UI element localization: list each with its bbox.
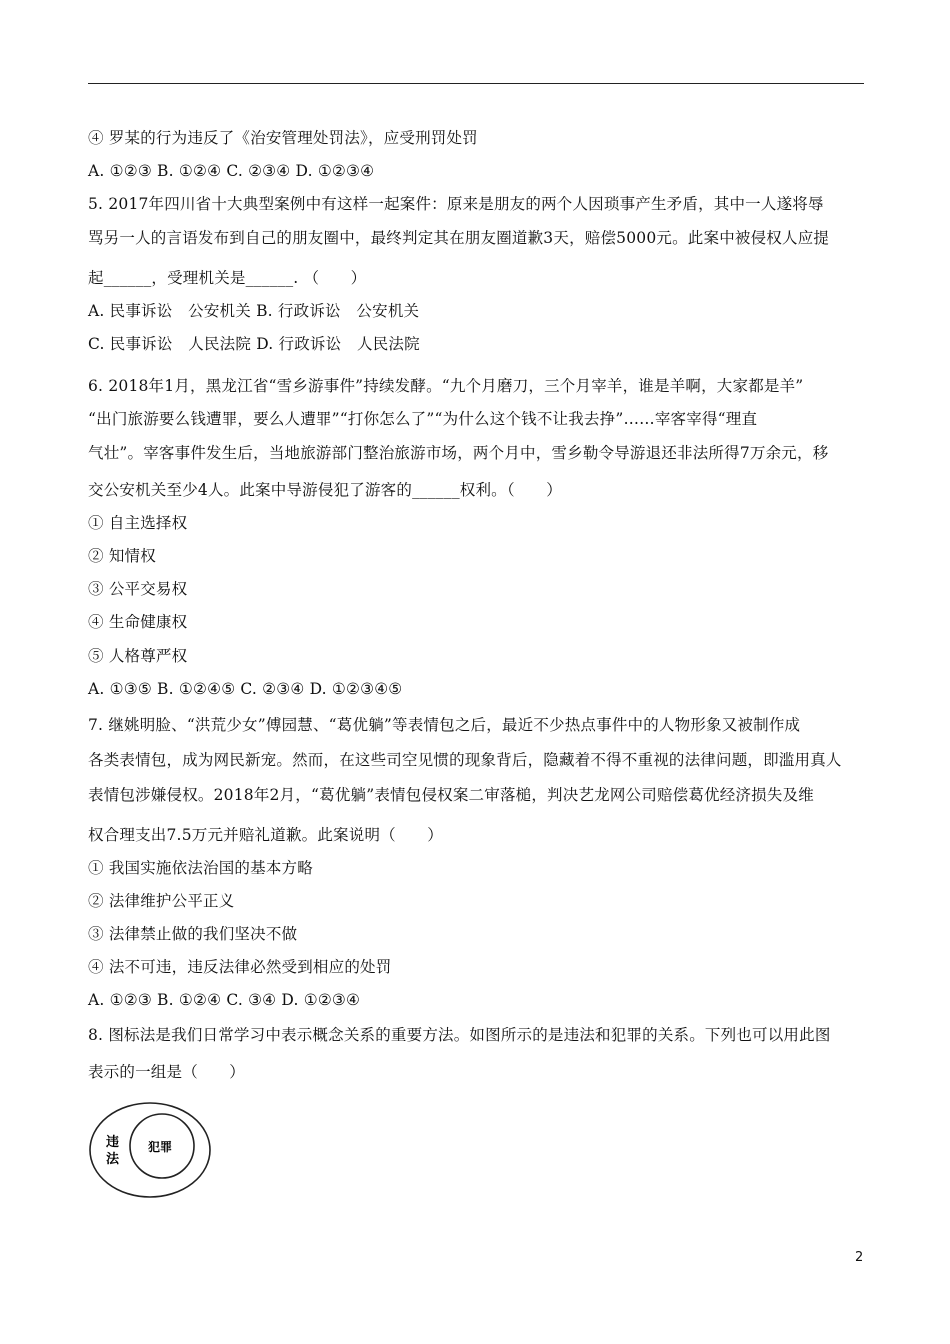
option-line: ④ 罗某的行为违反了《治安管理处罚法》，应受刑罚处罚 — [88, 129, 478, 147]
question-text: 权合理支出7.5万元并赔礼道歉。此案说明（ ） — [88, 826, 443, 844]
question-text: 各类表情包，成为网民新宠。然而，在这些司空见惯的现象背后，隐藏着不得不重视的法律问题，即滥用真人 — [88, 751, 842, 769]
option-line: ② 法律维护公平正义 — [88, 892, 235, 910]
option-line: ⑤ 人格尊严权 — [88, 647, 188, 665]
option-line: ④ 法不可违，违反法律必然受到相应的处罚 — [88, 958, 392, 976]
option-line: ① 我国实施依法治国的基本方略 — [88, 859, 313, 877]
question-text: 7. 继姚明脸、“洪荒少女”傅园慧、“葛优躺”等表情包之后，最近不少热点事件中的人物形象又被制作成 — [88, 716, 801, 734]
question-text: 6. 2018年1月，黑龙江省“雪乡游事件”持续发酵。“九个月磨刀，三个月宰羊，谁是羊啊，大家都是羊” — [88, 377, 804, 395]
question-text: 交公安机关至少4人。此案中导游侵犯了游客的______权利。（ ） — [88, 481, 562, 499]
option-line: ④ 生命健康权 — [88, 613, 188, 631]
answer-choices: A. 民事诉讼 公安机关 B. 行政诉讼 公安机关 — [88, 302, 420, 320]
answer-choices: A. ①②③ B. ①②④ C. ③④ D. ①②③④ — [88, 991, 361, 1009]
option-line: ① 自主选择权 — [88, 514, 188, 532]
answer-choices: A. ①②③ B. ①②④ C. ②③④ D. ①②③④ — [88, 162, 375, 180]
option-line: ③ 法律禁止做的我们坚决不做 — [88, 925, 298, 943]
answer-choices: C. 民事诉讼 人民法院 D. 行政诉讼 人民法院 — [88, 335, 420, 353]
header-rule — [88, 83, 864, 84]
question-text: 骂另一人的言语发布到自己的朋友圈中，最终判定其在朋友圈道歉3天，赔偿5000元。此案中被侵权人应提 — [88, 229, 830, 247]
outer-label-2: 法 — [106, 1152, 120, 1167]
option-line: ③ 公平交易权 — [88, 580, 188, 598]
option-line: ② 知情权 — [88, 547, 156, 565]
page-number: 2 — [855, 1250, 864, 1265]
question-text: 起______，受理机关是______. （ ） — [88, 269, 367, 287]
question-text: “出门旅游要么钱遭罪，要么人遭罪”“打你怎么了”“为什么这个钱不让我去挣”……宰客宰得“理直 — [88, 410, 758, 428]
outer-label-1: 违 — [106, 1135, 120, 1150]
answer-choices: A. ①③⑤ B. ①②④⑤ C. ②③④ D. ①②③④⑤ — [88, 680, 403, 698]
question-text: 表情包涉嫌侵权。2018年2月，“葛优躺”表情包侵权案二审落槌，判决艺龙网公司赔偿葛优经济损失及维 — [88, 786, 814, 804]
question-text: 5. 2017年四川省十大典型案例中有这样一起案件：原来是朋友的两个人因琐事产生矛盾，其中一人遂将辱 — [88, 195, 824, 213]
venn-diagram — [88, 1100, 213, 1200]
question-text: 表示的一组是（ ） — [88, 1063, 246, 1081]
question-text: 气壮”。宰客事件发生后，当地旅游部门整治旅游市场，两个月中，雪乡勒令导游退还非法所得7万余元，移 — [88, 444, 829, 462]
inner-label: 犯罪 — [148, 1140, 173, 1154]
question-text: 8. 图标法是我们日常学习中表示概念关系的重要方法。如图所示的是违法和犯罪的关系。下列也可以用此图 — [88, 1026, 831, 1044]
